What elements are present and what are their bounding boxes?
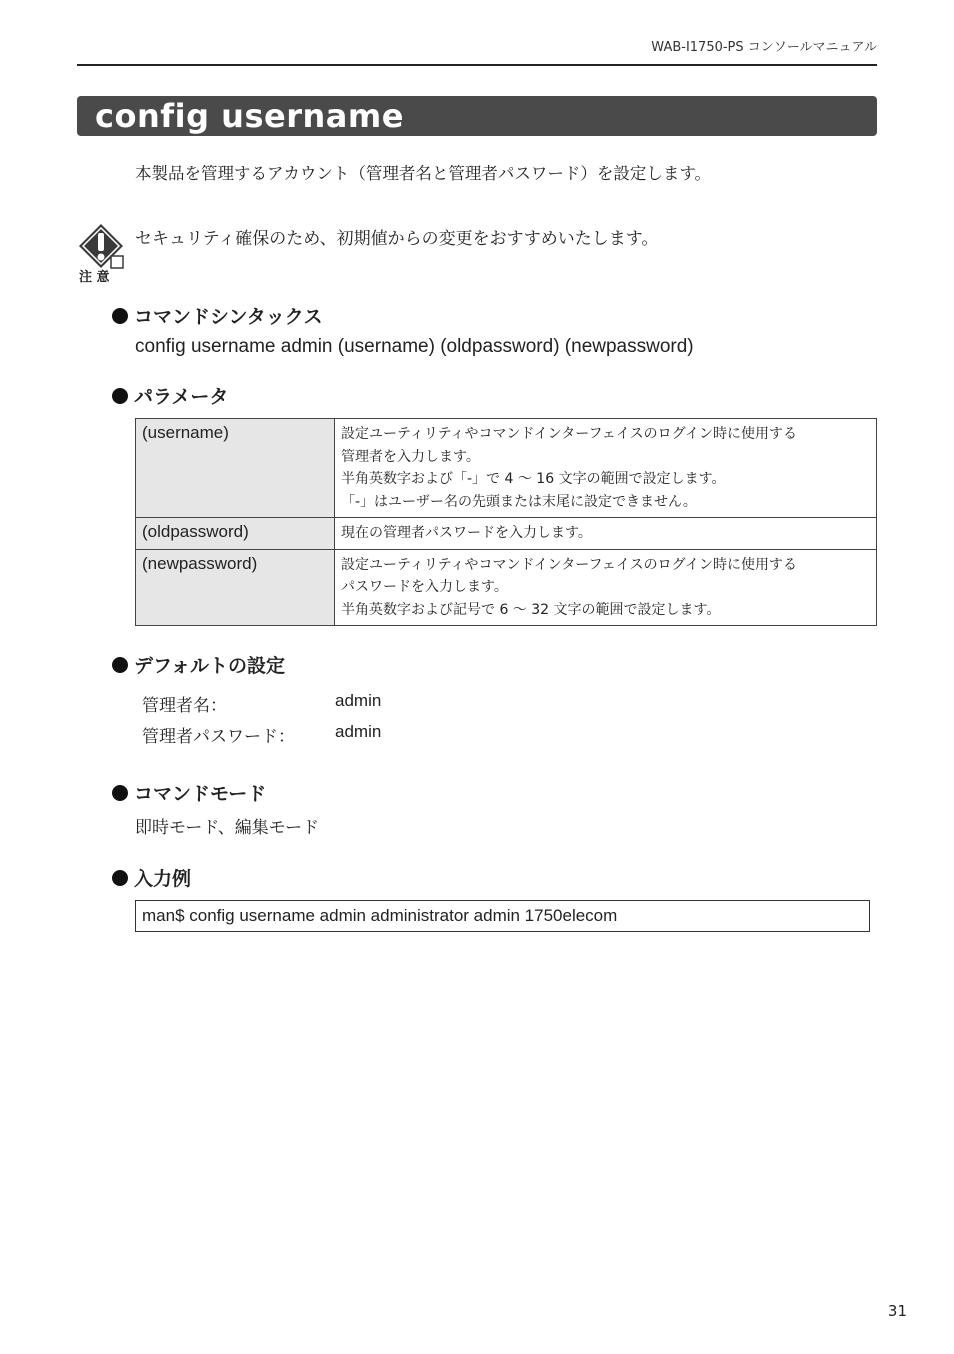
param-desc-line: 設定ユーティリティやコマンドインターフェイスのログイン時に使用する — [341, 556, 797, 573]
header-rule — [77, 64, 877, 66]
caution-icon — [77, 222, 125, 284]
syntax-heading — [112, 302, 323, 329]
title-bar — [77, 96, 877, 136]
param-name: (username) — [136, 419, 335, 518]
default-label-password: 管理者パスワード： — [142, 727, 295, 747]
param-desc — [335, 549, 877, 626]
bullet-icon — [112, 870, 128, 886]
param-desc-line: 現在の管理者パスワードを入力します。 — [341, 525, 592, 541]
param-name: (newpassword) — [136, 549, 335, 626]
table-row — [136, 419, 877, 518]
default-label-username: 管理者名： — [142, 696, 227, 716]
mode-heading — [112, 779, 266, 806]
param-desc-line: パスワードを入力します。 — [341, 579, 508, 595]
bullet-icon — [112, 785, 128, 801]
param-desc-line: 半角英数字および記号で 6 〜 32 文字の範囲で設定します。 — [341, 601, 721, 618]
example-box: man$ config username admin administrator admin 1750elecom — [135, 900, 870, 932]
params-table — [135, 418, 877, 626]
table-row — [136, 549, 877, 626]
intro-text: 本製品を管理するアカウント（管理者名と管理者パスワード）を設定します。 — [135, 164, 712, 183]
bullet-icon — [112, 388, 128, 404]
default-value-password: admin — [335, 722, 382, 741]
param-desc — [335, 419, 877, 518]
param-desc — [335, 518, 877, 550]
default-value-username: admin — [335, 691, 382, 710]
mode-heading-label: コマンドモード — [134, 783, 267, 805]
page-number: 31 — [887, 1302, 907, 1320]
caution-text: セキュリティ確保のため、初期値からの変更をおすすめいたします。 — [135, 229, 659, 249]
param-desc-line: 設定ユーティリティやコマンドインターフェイスのログイン時に使用する — [341, 426, 797, 442]
mode-text: 即時モード、編集モード — [135, 818, 320, 838]
defaults-heading-label: デフォルトの設定 — [134, 655, 286, 677]
syntax-heading-label: コマンドシンタックス — [134, 306, 323, 328]
params-heading — [112, 382, 228, 409]
table-row — [136, 518, 877, 550]
page-title: config username — [95, 97, 404, 135]
defaults-heading — [112, 651, 285, 678]
bullet-icon — [112, 657, 128, 673]
param-desc-line: 管理者を入力します。 — [341, 448, 480, 465]
param-desc-line: 「-」はユーザー名の先頭または末尾に設定できません。 — [341, 493, 697, 510]
param-name: (oldpassword) — [136, 518, 335, 550]
param-desc-line: 半角英数字および「-」で 4 〜 16 文字の範囲で設定します。 — [341, 471, 726, 487]
caution-label: 注 意 — [79, 270, 110, 284]
command-syntax: config username admin (username) (oldpassword) (newpassword) — [135, 336, 694, 357]
params-heading-label: パラメータ — [134, 386, 229, 408]
bullet-icon — [112, 308, 128, 324]
manual-title: WAB-I1750-PS コンソールマニュアル — [651, 40, 877, 55]
example-heading-label: 入力例 — [134, 868, 192, 890]
example-heading — [112, 864, 191, 891]
